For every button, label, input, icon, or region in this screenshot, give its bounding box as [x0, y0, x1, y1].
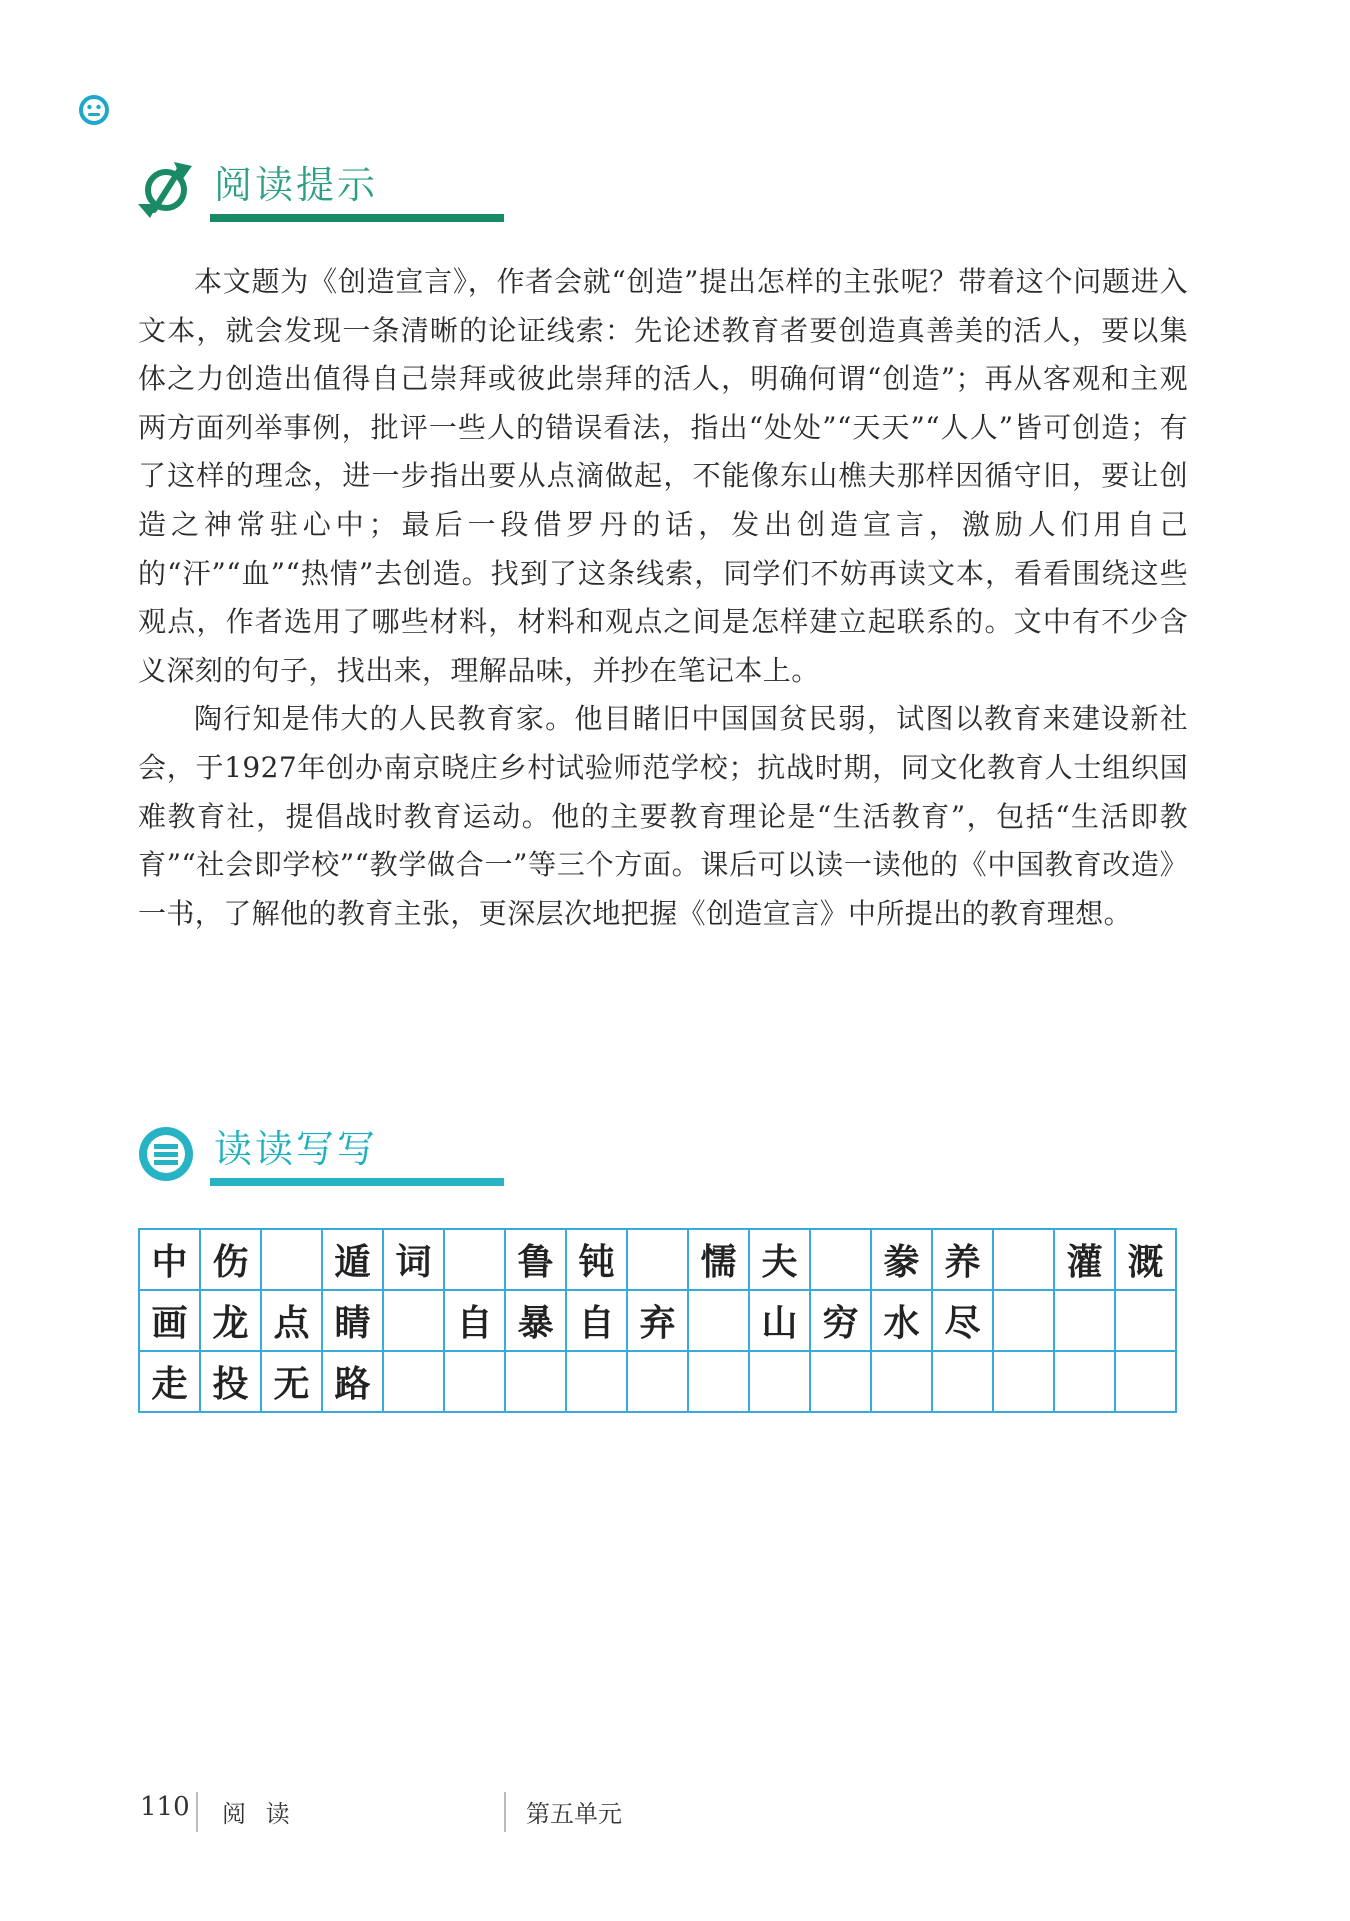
grid-cell — [1115, 1351, 1176, 1412]
grid-cell: 路 — [322, 1351, 383, 1412]
footer-divider — [504, 1792, 506, 1832]
list-lines-icon — [136, 1124, 196, 1184]
grid-cell: 夫 — [749, 1229, 810, 1290]
grid-cell: 豢 — [871, 1229, 932, 1290]
grid-cell: 自 — [566, 1290, 627, 1351]
grid-cell — [383, 1351, 444, 1412]
smiley-icon — [78, 94, 110, 126]
grid-cell — [810, 1351, 871, 1412]
grid-cell — [749, 1351, 810, 1412]
grid-cell — [261, 1229, 322, 1290]
tips-paragraph: 本文题为《创造宣言》，作者会就“创造”提出怎样的主张呢？带着这个问题进入文本，就会发现一条清晰的论证线索：先论述教育者要创造真善美的活人，要以集体之力创造出值得自己崇拜或彼此崇拜的活人，明确何谓“创造”；再从客观和主观两方面列举事例，批评一些人的错误看法，指出“处处”“天天”“人人”皆可创造；有了这样的理念，进一步指出要从点滴做起，不能像东山樵夫那样因循守旧，要让创造之神常驻心中；最后一段借罗丹的话，发出创造宣言，激励人们用自己的“汗”“血”“热情”去创造。找到了这条线索，同学们不妨再读文本，看看围绕这些观点，作者选用了哪些材料，材料和观点之间是怎样建立起联系的。文中有不少含义深刻的句子，找出来，理解品味，并抄在笔记本上。 — [138, 265, 1188, 687]
grid-cell — [627, 1351, 688, 1412]
grid-cell: 灌 — [1054, 1229, 1115, 1290]
title-underline — [210, 1178, 504, 1186]
grid-cell — [566, 1351, 627, 1412]
grid-cell: 弃 — [627, 1290, 688, 1351]
grid-cell: 伤 — [200, 1229, 261, 1290]
grid-cell — [1115, 1290, 1176, 1351]
grid-cell — [1054, 1290, 1115, 1351]
writing-grid — [138, 1228, 1177, 1413]
grid-cell: 词 — [383, 1229, 444, 1290]
grid-cell: 溉 — [1115, 1229, 1176, 1290]
grid-cell: 自 — [444, 1290, 505, 1351]
grid-cell: 山 — [749, 1290, 810, 1351]
grid-cell — [444, 1229, 505, 1290]
grid-cell: 投 — [200, 1351, 261, 1412]
grid-cell — [871, 1351, 932, 1412]
grid-cell: 遁 — [322, 1229, 383, 1290]
title-underline — [210, 214, 504, 222]
grid-row — [139, 1351, 1176, 1412]
grid-cell — [993, 1229, 1054, 1290]
page-footer — [0, 1792, 1350, 1832]
tips-paragraph: 陶行知是伟大的人民教育家。他目睹旧中国国贫民弱，试图以教育来建设新社会，于1927年创办南京晓庄乡村试验师范学校；抗战时期，同文化教育人士组织国难教育社，提倡战时教育运动。他的主要教育理论是“生活教育”，包括“生活即教育”“社会即学校”“教学做合一”等三个方面。课后可以读一读他的《中国教育改造》一书，了解他的教育主张，更深层次地把握《创造宣言》中所提出的教育理想。 — [138, 702, 1188, 930]
grid-cell: 走 — [139, 1351, 200, 1412]
footer-divider — [196, 1792, 198, 1832]
page-number: 110 — [140, 1792, 190, 1822]
grid-cell: 无 — [261, 1351, 322, 1412]
grid-cell — [688, 1290, 749, 1351]
grid-cell: 暴 — [505, 1290, 566, 1351]
grid-row — [139, 1229, 1176, 1290]
grid-cell — [993, 1290, 1054, 1351]
grid-cell: 睛 — [322, 1290, 383, 1351]
grid-cell — [505, 1351, 566, 1412]
grid-row — [139, 1290, 1176, 1351]
grid-cell — [383, 1290, 444, 1351]
grid-cell — [444, 1351, 505, 1412]
footer-section: 阅 读 — [222, 1800, 296, 1828]
section-title: 读读写写 — [214, 1127, 379, 1171]
cycle-arrows-icon — [136, 160, 196, 220]
grid-cell — [688, 1351, 749, 1412]
reading-tips-body — [138, 258, 1188, 938]
grid-cell — [1054, 1351, 1115, 1412]
grid-cell: 龙 — [200, 1290, 261, 1351]
grid-cell — [810, 1229, 871, 1290]
section-title: 阅读提示 — [214, 163, 379, 207]
grid-cell: 点 — [261, 1290, 322, 1351]
grid-cell — [932, 1351, 993, 1412]
grid-cell: 养 — [932, 1229, 993, 1290]
grid-cell: 水 — [871, 1290, 932, 1351]
grid-cell: 中 — [139, 1229, 200, 1290]
grid-cell: 穷 — [810, 1290, 871, 1351]
grid-cell: 尽 — [932, 1290, 993, 1351]
grid-cell: 鲁 — [505, 1229, 566, 1290]
grid-cell — [627, 1229, 688, 1290]
grid-cell — [993, 1351, 1054, 1412]
footer-unit: 第五单元 — [526, 1800, 622, 1828]
grid-cell: 画 — [139, 1290, 200, 1351]
grid-cell: 懦 — [688, 1229, 749, 1290]
grid-cell: 钝 — [566, 1229, 627, 1290]
